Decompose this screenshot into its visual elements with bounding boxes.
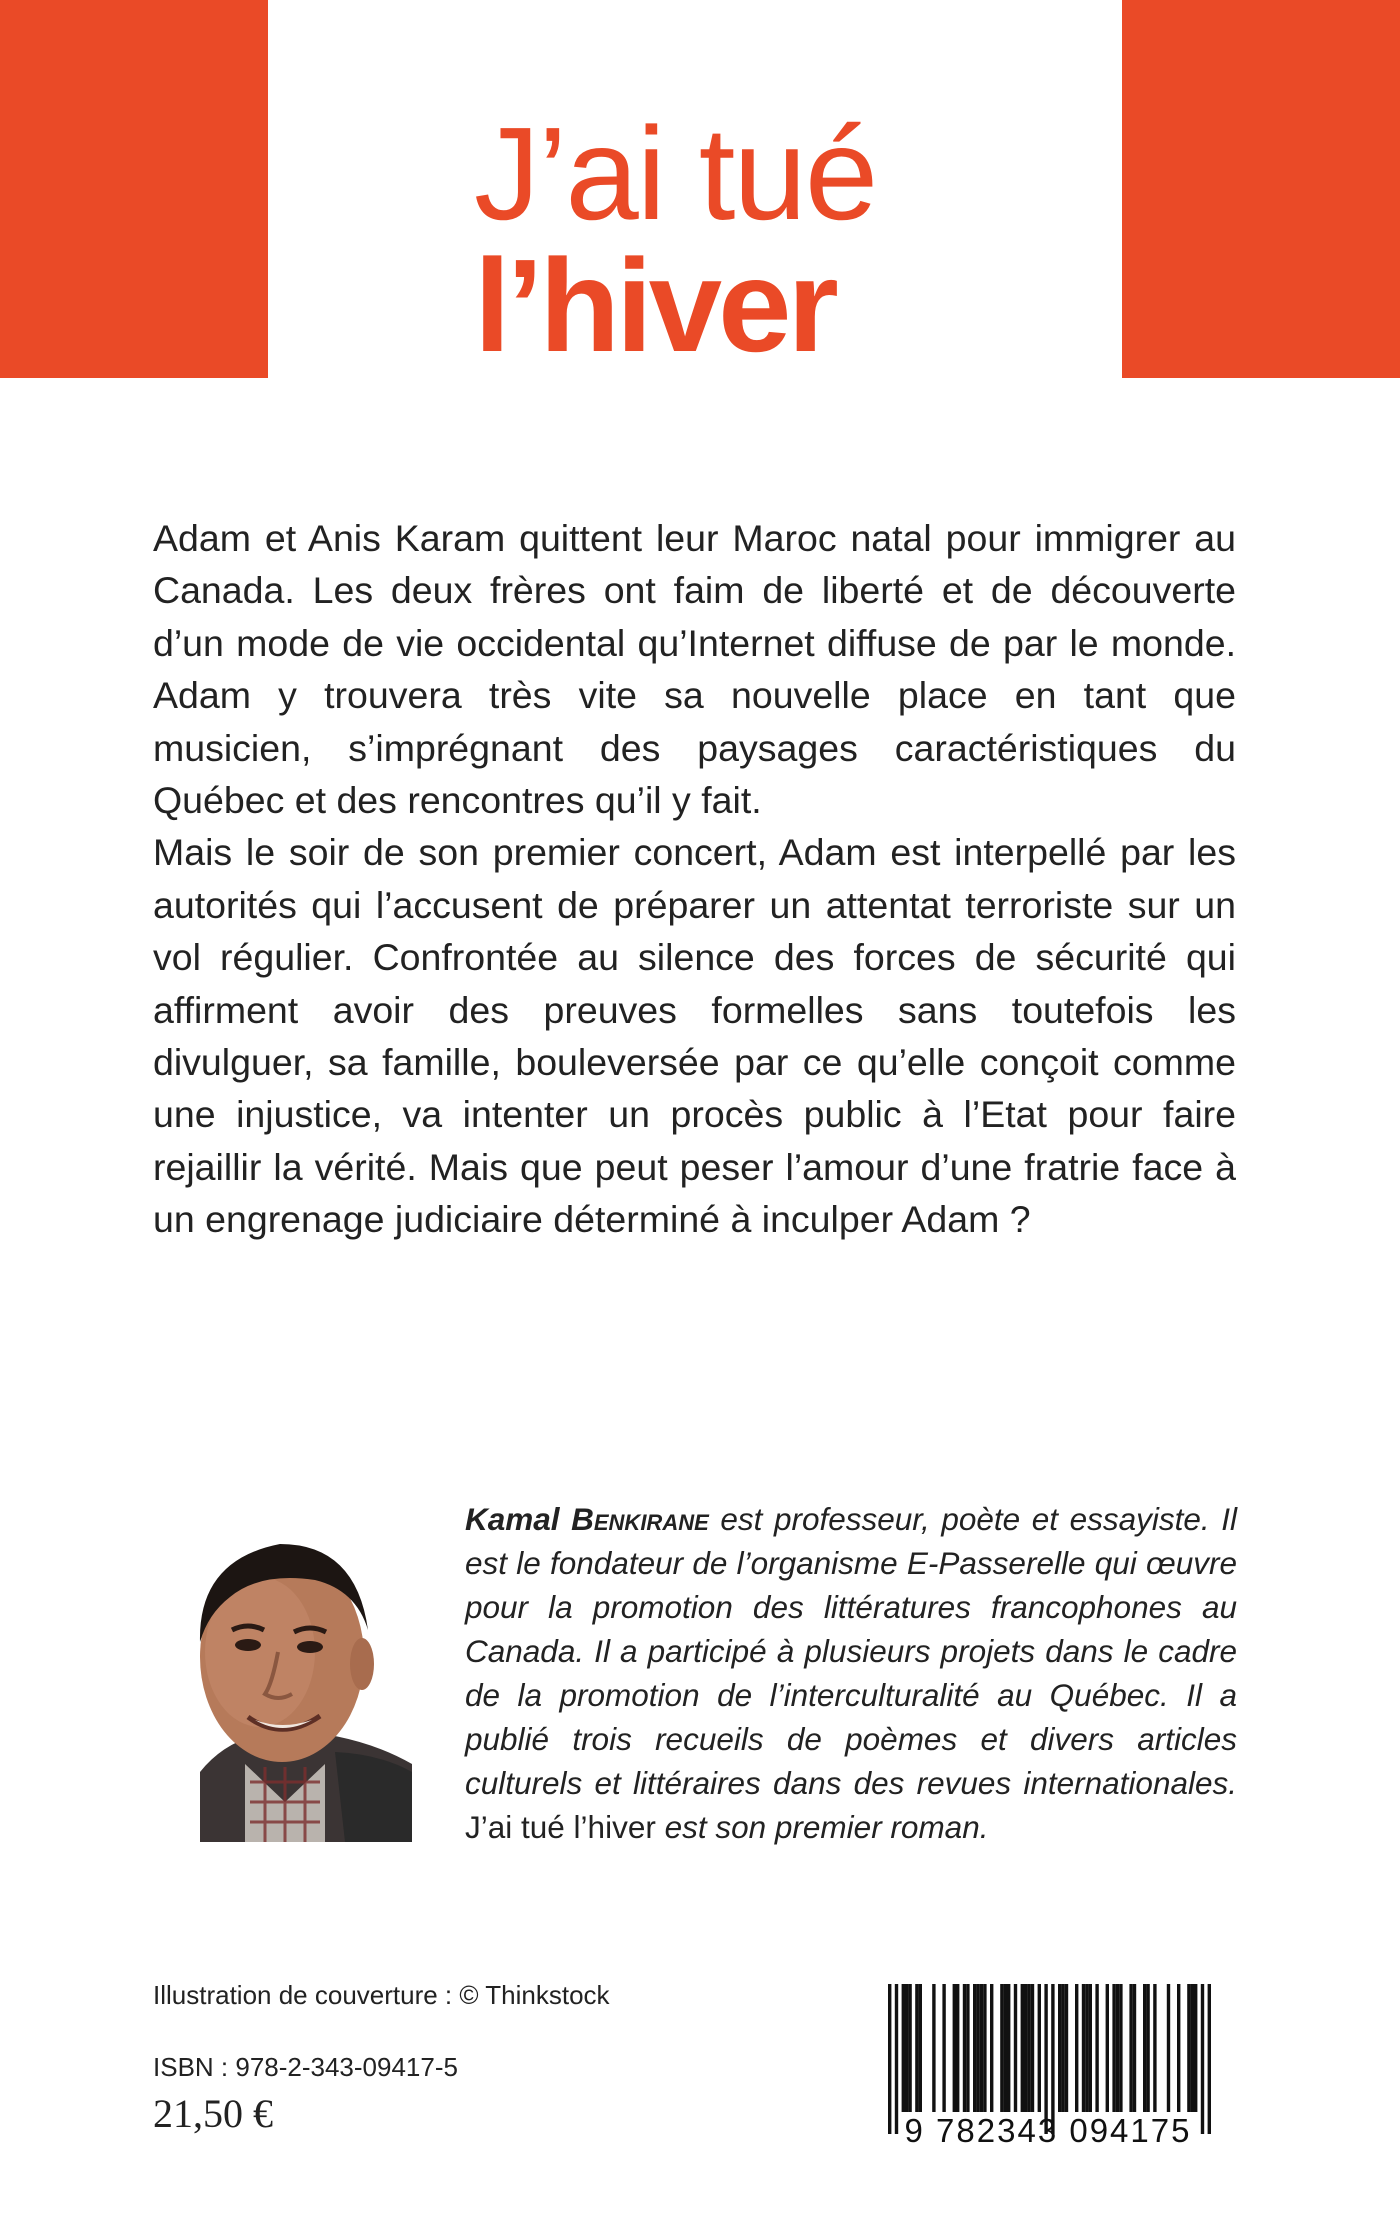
price: 21,50 € xyxy=(153,2091,273,2136)
author-bio-text-end: est son premier roman. xyxy=(655,1809,989,1845)
barcode-bar xyxy=(1146,1984,1149,2112)
barcode-bar xyxy=(1112,1984,1115,2112)
barcode-bar xyxy=(1082,1984,1085,2112)
barcode-bar xyxy=(1187,1984,1190,2112)
barcode-bar xyxy=(915,1984,918,2112)
barcode-bar xyxy=(1014,1984,1017,2112)
barcode-bar xyxy=(888,1984,891,2134)
cover-accent-block-right xyxy=(1122,0,1400,378)
barcode-bar xyxy=(1167,1984,1170,2112)
barcode-bar xyxy=(1153,1984,1156,2112)
barcode-bar xyxy=(1089,1984,1092,2112)
barcode-bar xyxy=(976,1984,979,2112)
barcode-bar xyxy=(956,1984,959,2112)
barcode-bar xyxy=(953,1984,956,2112)
barcode-bar xyxy=(1194,1984,1197,2112)
barcode-bar xyxy=(902,1984,905,2112)
barcode-bar xyxy=(1027,1984,1030,2112)
barcode-bar xyxy=(980,1984,983,2112)
barcode-bar xyxy=(1143,1984,1146,2112)
barcode-bar xyxy=(1085,1984,1088,2112)
barcode-bar xyxy=(1031,1984,1034,2112)
barcode-bar xyxy=(1095,1984,1098,2112)
author-bio-book-title: J’ai tué l’hiver xyxy=(465,1809,656,1845)
barcode-bar xyxy=(1191,1984,1194,2112)
isbn: ISBN : 978-2-343-09417-5 xyxy=(153,2052,458,2082)
barcode-bar xyxy=(905,1984,908,2112)
illustration-credit: Illustration de couverture : © Thinkstock xyxy=(153,1980,610,2010)
barcode-bar xyxy=(1129,1984,1132,2112)
barcode-bar xyxy=(908,1984,911,2112)
synopsis xyxy=(153,512,1236,1246)
barcode-bar xyxy=(1116,1984,1119,2112)
author-photo xyxy=(160,1502,412,1842)
barcode-bar xyxy=(1106,1984,1109,2112)
barcode-bar xyxy=(895,1984,898,2134)
barcode-bar xyxy=(1177,1984,1180,2112)
barcode-bar xyxy=(1133,1984,1136,2112)
barcode xyxy=(860,1984,1236,2167)
author-last-name: Benkirane xyxy=(571,1501,709,1537)
barcode-bar xyxy=(1024,1984,1027,2112)
synopsis-paragraph-2: Mais le soir de son premier concert, Adam est interpellé par les autorités qui l’accusent de préparer un attentat terroriste sur un vol régulier. Confrontée au silence des forces de sécurité qui affirment avoir des preuves formelles sans toutefois les divulguer, sa famille, bouleversée par ce qu’elle conçoit comme une injustice, va intenter un procès public à l’Etat pour faire rejaillir la vérité. Mais que peut peser l’amour d’une fratrie face à un engrenage judiciaire déterminé à inculper Adam ? xyxy=(153,831,1236,1241)
barcode-bar xyxy=(1075,1984,1078,2112)
book-title-line-1: J’ai tué xyxy=(474,100,877,247)
barcode-bar xyxy=(1201,1984,1204,2134)
author-bio xyxy=(465,1497,1237,1849)
barcode-bar xyxy=(1004,1984,1007,2112)
author-first-name: Kamal xyxy=(465,1501,560,1537)
barcode-bar xyxy=(1058,1984,1061,2112)
barcode-bar xyxy=(919,1984,922,2112)
barcode-bar xyxy=(966,1984,969,2112)
barcode-bar xyxy=(1038,1984,1041,2112)
synopsis-paragraph-1: Adam et Anis Karam quittent leur Maroc natal pour immigrer au Canada. Les deux frères ont faim de liberté et de découverte d’un mode de vie occidental qu’Internet diffuse de par le monde. Adam y trouvera très vite sa nouvelle place en tant que musicien, s’imprégnant des paysages caractéristiques du Québec et des rencontres qu’il y fait. xyxy=(153,517,1236,822)
cover-accent-block-left xyxy=(0,0,268,378)
barcode-bar xyxy=(1000,1984,1003,2112)
barcode-digits: 9 782343 094175 xyxy=(904,2112,1192,2149)
author-bio-text: est professeur, poète et essayiste. Il est le fondateur de l’organisme E-Passerelle qui œuvre pour la promotion des littératures francophones au Canada. Il a participé à plusieurs projets dans le cadre de la promotion de l’interculturalité au Québec. Il a publié trois recueils de poèmes et divers articles culturels et littéraires dans des revues internationales. xyxy=(465,1501,1237,1801)
barcode-bar xyxy=(973,1984,976,2112)
barcode-bar xyxy=(990,1984,993,2112)
barcode-bar xyxy=(1007,1984,1010,2112)
book-title-line-2: l’hiver xyxy=(474,232,835,379)
barcode-bar xyxy=(942,1984,945,2112)
barcode-bar xyxy=(1021,1984,1024,2112)
barcode-bar xyxy=(963,1984,966,2112)
barcode-bar xyxy=(1208,1984,1211,2134)
barcode-bar xyxy=(983,1984,986,2112)
barcode-bar xyxy=(1119,1984,1122,2112)
barcode-bar xyxy=(1061,1984,1064,2112)
barcode-bar xyxy=(932,1984,935,2112)
barcode-bar xyxy=(1065,1984,1068,2112)
